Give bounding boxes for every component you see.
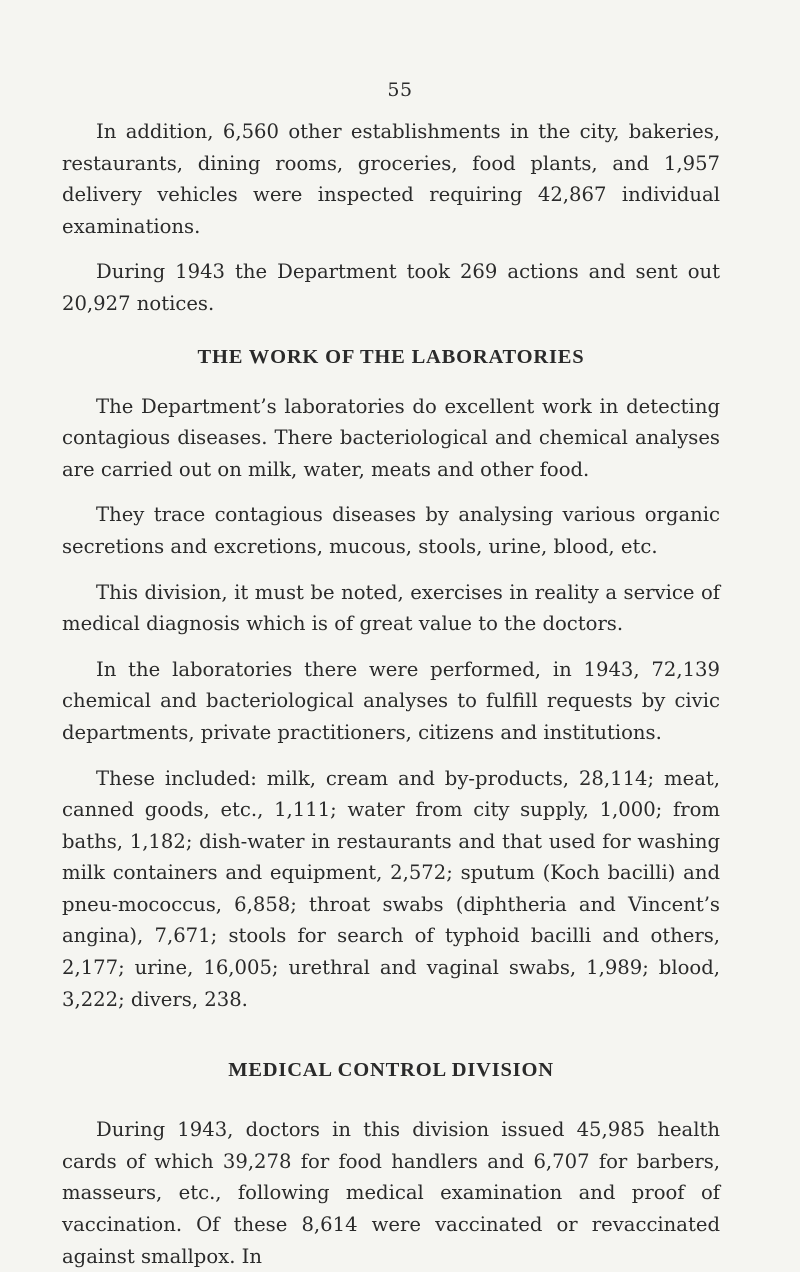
laboratories-paragraph: These included: milk, cream and by-products, 28,114; meat, canned goods, etc., 1,111; water from city supply, 1,000; from baths, 1,182; dish-water in restaurants and that used for washing milk containers and equipment, 2,572; sputum (Koch bacilli) and pneu-mococcus, 6,858; throat swabs (diphtheria and Vincent’s angina), 7,671; stools for search of typhoid bacilli and others, 2,177; urine, 16,005; urethral and vaginal swabs, 1,989; blood, 3,222; divers, 238. — [62, 766, 720, 1011]
laboratories-paragraph: This division, it must be noted, exercises in reality a service of medical diagnosis which is of great value to the doctors. — [62, 580, 720, 636]
intro-paragraph-actions: During 1943 the Department took 269 actions and sent out 20,927 notices. — [62, 260, 720, 315]
laboratories-paragraph: In the laboratories there were performed, in 1943, 72,139 chemical and bacteriological analyses to fulfill requests by civic departments, private practitioners, citizens and institutions. — [62, 657, 720, 744]
medical-control-paragraph: During 1943, doctors in this division issued 45,985 health cards of which 39,278 for food handlers and 6,707 for barbers, masseurs, etc., following medical examination and proof of vaccination. Of these 8,614 were vaccinated or revaccinated against smallpox. In — [62, 1118, 720, 1268]
page-number: 55 — [387, 79, 413, 101]
intro-paragraph-establishments: In addition, 6,560 other establishments in the city, bakeries, restaurants, dining rooms, groceries, food plants, and 1,957 delivery vehicles were inspected requiring 42,867 individual examinations. — [62, 120, 720, 238]
laboratories-paragraph: They trace contagious diseases by analysing various organic secretions and excretions, mucous, stools, urine, blood, etc. — [62, 503, 720, 558]
laboratories-paragraph: The Department’s laboratories do excellent work in detecting contagious diseases. There bacteriological and chemical analyses are carried out on milk, water, meats and other food. — [62, 394, 720, 481]
laboratories-heading: THE WORK OF THE LABORATORIES — [197, 345, 585, 368]
page-body — [62, 116, 720, 1272]
medical-control-heading: MEDICAL CONTROL DIVISION — [228, 1059, 554, 1082]
